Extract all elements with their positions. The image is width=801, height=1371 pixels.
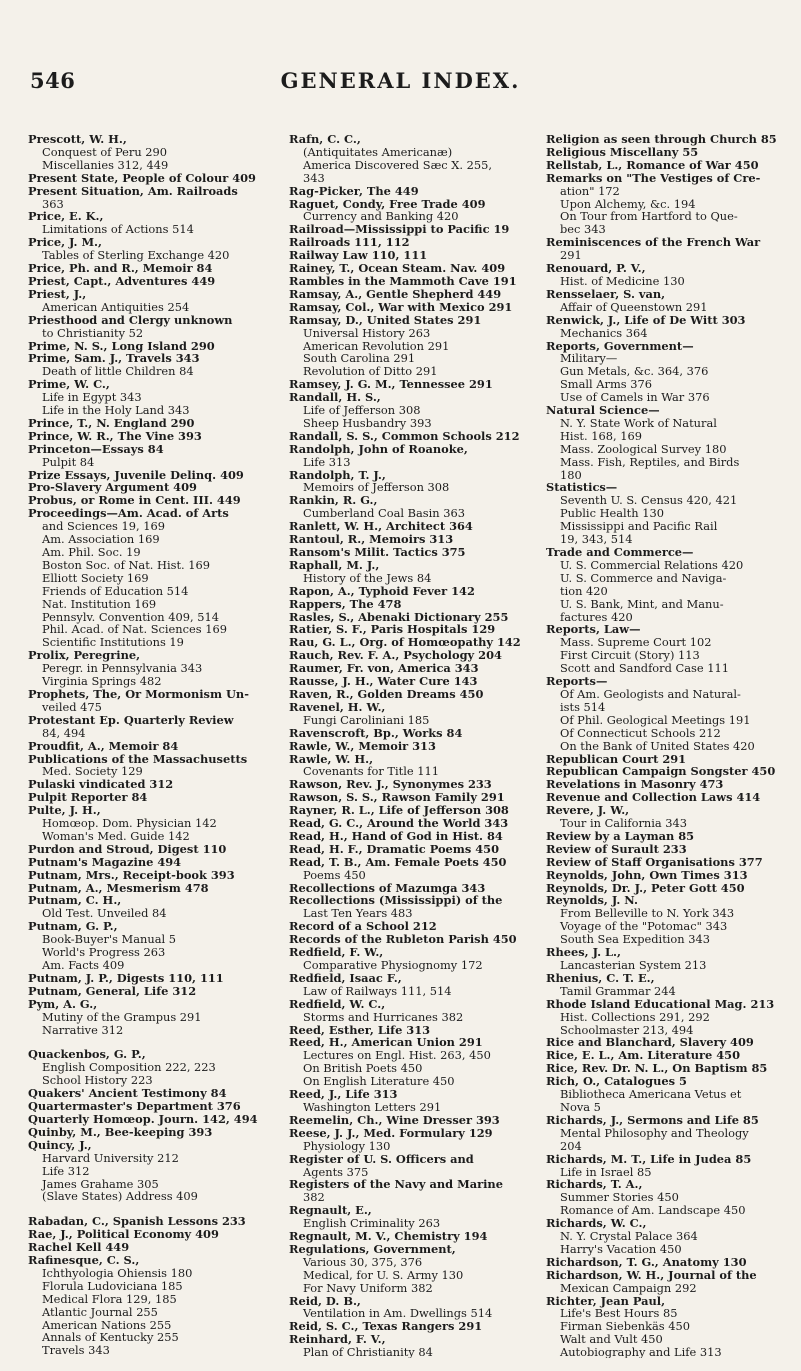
index-subentry: Travels 343	[42, 1343, 110, 1358]
index-entry: Randolph, T. J.,	[289, 467, 386, 482]
index-entry: Regnault, M. V., Chemistry 194	[289, 1229, 488, 1244]
index-subentry: Walt and Vult 450	[560, 1332, 663, 1347]
index-entry: Review by a Layman 85	[546, 828, 695, 843]
index-entry: Prescott, W. H.,	[28, 133, 127, 146]
index-subentry: Life in Egypt 343	[42, 390, 142, 405]
index-entry: Record of a School 212	[289, 919, 437, 934]
index-entry: Rhode Island Educational Mag. 213	[546, 996, 775, 1011]
index-entry: Putnam, A., Mesmerism 478	[28, 880, 209, 895]
index-entry: Rantoul, R., Memoirs 313	[289, 532, 454, 547]
index-entry: Rausse, J. H., Water Cure 143	[289, 674, 478, 689]
index-entry: Reed, H., American Union 291	[289, 1035, 483, 1050]
index-subentry: Hist. of Medicine 130	[560, 273, 685, 288]
index-entry: Revenue and Collection Laws 414	[546, 790, 761, 805]
index-entry: Randall, S. S., Common Schools 212	[289, 428, 520, 443]
index-entry: Putnam's Magazine 494	[28, 854, 182, 869]
index-subentry: Revolution of Ditto 291	[303, 364, 438, 379]
index-subentry: Peregr. in Pennsylvania 343	[42, 661, 203, 676]
index-entry: Proceedings—Am. Acad. of Arts	[28, 506, 229, 521]
index-subentry: Currency and Banking 420	[303, 209, 459, 224]
index-subentry: Autobiography and Life 313	[560, 1345, 722, 1358]
index-entry: Probus, or Rome in Cent. III. 449	[28, 493, 241, 508]
index-entry: Ransom's Milit. Tactics 375	[289, 545, 466, 559]
index-subentry: American Antiquities 254	[42, 299, 190, 314]
index-subentry: Sheep Husbandry 393	[303, 415, 432, 430]
index-entry: Rice, Rev. Dr. N. L., On Baptism 85	[546, 1061, 768, 1076]
index-subentry: Old Test. Unveiled 84	[42, 906, 167, 921]
index-subentry: On English Literature 450	[303, 1074, 455, 1089]
running-title: GENERAL INDEX.	[280, 68, 521, 93]
index-entry: Ravenscroft, Bp., Works 84	[289, 725, 463, 740]
index-entry: Rawle, W., Memoir 313	[289, 738, 436, 753]
index-entry: Quakers' Ancient Testimony 84	[28, 1086, 227, 1101]
index-subentry: 363	[42, 196, 64, 211]
index-subentry: Narrative 312	[42, 1022, 124, 1037]
index-subentry: Ventilation in Am. Dwellings 514	[303, 1306, 493, 1321]
index-subentry: James Grahame 305	[42, 1176, 159, 1191]
index-entry: Proudfit, A., Memoir 84	[28, 738, 179, 753]
index-subentry: Medical, for U. S. Army 130	[303, 1267, 464, 1282]
index-subentry: English Composition 222, 223	[42, 1060, 216, 1075]
index-entry: Redfield, Isaac F.,	[289, 970, 402, 985]
index-entry: Read, T. B., Am. Female Poets 450	[289, 854, 507, 869]
index-subentry: Woman's Med. Guide 142	[42, 828, 190, 843]
index-subentry: 180	[560, 467, 582, 482]
index-entry: Pulte, J. H.,	[28, 803, 101, 818]
index-entry: Read, H., Hand of God in Hist. 84	[289, 828, 503, 843]
index-entry: Rainey, T., Ocean Steam. Nav. 409	[289, 261, 506, 276]
index-subentry: Last Ten Years 483	[303, 906, 413, 921]
index-subentry: bec 343	[560, 222, 606, 237]
index-subentry: Small Arms 376	[560, 377, 652, 392]
index-subentry: Agents 375	[303, 1164, 369, 1179]
index-entry: Raguet, Condy, Free Trade 409	[289, 196, 486, 211]
index-column-3	[546, 133, 792, 1358]
index-entry: Pro-Slavery Argument 409	[28, 480, 197, 495]
index-subentry: Annals of Kentucky 255	[42, 1330, 179, 1345]
index-subentry: (Slave States) Address 409	[42, 1189, 198, 1204]
index-subentry: Hist. 168, 169	[560, 428, 642, 443]
index-subentry: Life in Israel 85	[560, 1164, 652, 1179]
index-entry: Rawson, Rev. J., Synonymes 233	[289, 777, 492, 792]
index-entry: Rellstab, L., Romance of War 450	[546, 157, 759, 172]
index-subentry: ists 514	[560, 699, 606, 714]
index-entry: Read, G. C., Around the World 343	[289, 816, 509, 831]
index-entry: Prince, W. R., The Vine 393	[28, 428, 202, 443]
index-subentry: Physiology 130	[303, 1138, 391, 1153]
index-subentry: History of the Jews 84	[303, 570, 432, 585]
index-subentry: to Christianity 52	[42, 325, 144, 340]
index-entry: Putnam, C. H.,	[28, 893, 122, 908]
index-subentry: Miscellanies 312, 449	[42, 157, 169, 172]
index-subentry: Various 30, 375, 376	[303, 1254, 423, 1269]
index-entry: Pulpit Reporter 84	[28, 790, 148, 805]
index-subentry: U. S. Commerce and Naviga-	[560, 570, 727, 585]
index-entry: Putnam, Mrs., Receipt-book 393	[28, 867, 235, 882]
index-entry: Prime, Sam. J., Travels 343	[28, 351, 200, 366]
index-entry: Ramsay, A., Gentle Shepherd 449	[289, 286, 502, 301]
index-subentry: Mass. Fish, Reptiles, and Birds	[560, 454, 740, 469]
index-entry: Price, Ph. and R., Memoir 84	[28, 261, 213, 276]
index-subentry: Book-Buyer's Manual 5	[42, 932, 176, 947]
index-subentry: Pennsylv. Convention 409, 514	[42, 609, 219, 624]
index-subentry: 382	[303, 1190, 325, 1205]
index-subentry: Military—	[560, 351, 618, 366]
index-entry: Ravenel, H. W.,	[289, 699, 386, 714]
index-subentry: Phil. Acad. of Nat. Sciences 169	[42, 622, 227, 637]
index-entry: Rae, J., Political Economy 409	[28, 1227, 219, 1242]
index-subentry: Summer Stories 450	[560, 1190, 679, 1205]
index-subentry: 84, 494	[42, 725, 86, 740]
index-subentry: and Sciences 19, 169	[42, 519, 166, 534]
index-entry: Recollections of Mazumga 343	[289, 880, 486, 895]
index-subentry: Limitations of Actions 514	[42, 222, 194, 237]
index-subentry: Plan of Christianity 84	[303, 1345, 433, 1358]
index-subentry: (Antiquitates Americanæ)	[303, 144, 453, 159]
index-entry: Republican Campaign Songster 450	[546, 764, 776, 779]
index-column-1	[28, 133, 274, 1358]
index-subentry: On British Poets 450	[303, 1061, 423, 1076]
index-entry: Quarterly Homœop. Journ. 142, 494	[28, 1111, 258, 1126]
index-entry: Reemelin, Ch., Wine Dresser 393	[289, 1112, 500, 1127]
index-entry: Ramsay, Col., War with Mexico 291	[289, 299, 513, 314]
index-entry: Rabadan, C., Spanish Lessons 233	[28, 1214, 246, 1229]
index-subentry: School History 223	[42, 1073, 153, 1088]
index-entry: Rawle, W. H.,	[289, 751, 374, 766]
index-subentry: Florula Ludoviciana 185	[42, 1278, 183, 1293]
index-subentry: Life in the Holy Land 343	[42, 403, 190, 418]
index-entry: Prime, W. C.,	[28, 377, 110, 392]
index-subentry: Of Connecticut Schools 212	[560, 725, 721, 740]
index-subentry: Ichthyologia Ohiensis 180	[42, 1265, 193, 1280]
index-subentry: N. Y. Crystal Palace 364	[560, 1229, 698, 1244]
index-entry: Regnault, E.,	[289, 1203, 372, 1218]
index-subentry: American Nations 255	[42, 1317, 172, 1332]
index-subentry: Scientific Institutions 19	[42, 635, 184, 650]
index-entry: Rapon, A., Typhoid Fever 142	[289, 583, 475, 598]
index-entry: Prince, T., N. England 290	[28, 415, 195, 430]
index-entry: Railway Law 110, 111	[289, 248, 428, 263]
index-subentry: Harvard University 212	[42, 1150, 179, 1165]
index-subentry: Comparative Physiognomy 172	[303, 958, 483, 972]
index-subentry: 19, 343, 514	[560, 532, 633, 547]
index-entry: Religious Miscellany 55	[546, 144, 699, 159]
index-subentry: Gun Metals, &c. 364, 376	[560, 364, 709, 379]
index-entry: Revere, J. W.,	[546, 803, 630, 818]
index-subentry: Elliott Society 169	[42, 570, 149, 585]
index-entry: Ranlett, W. H., Architect 364	[289, 519, 473, 534]
index-entry: Renwick, J., Life of De Witt 303	[546, 312, 746, 327]
index-subentry: Scott and Sandford Case 111	[560, 661, 729, 676]
index-entry: Putnam, G. P.,	[28, 919, 118, 934]
index-entry: Pym, A. G.,	[28, 996, 98, 1011]
index-subentry: Hist. Collections 291, 292	[560, 1009, 710, 1024]
index-subentry: tion 420	[560, 583, 608, 598]
index-entry: Rappers, The 478	[289, 596, 402, 611]
index-subentry: Mass. Zoological Survey 180	[560, 441, 727, 456]
index-subentry: Universal History 263	[303, 325, 431, 340]
index-entry: Rice, E. L., Am. Literature 450	[546, 1048, 741, 1063]
index-entry: Richardson, W. H., Journal of the	[546, 1267, 757, 1282]
index-entry: Prize Essays, Juvenile Delinq. 409	[28, 467, 244, 482]
index-entry: Quinby, M., Bee-keeping 393	[28, 1124, 213, 1139]
index-entry: Raven, R., Golden Dreams 450	[289, 686, 484, 701]
index-entry: Reed, J., Life 313	[289, 1087, 398, 1102]
index-entry: Rhenius, C. T. E.,	[546, 970, 655, 985]
index-subentry: Conquest of Peru 290	[42, 144, 168, 159]
index-subentry: Mass. Supreme Court 102	[560, 635, 712, 650]
index-subentry: U. S. Bank, Mint, and Manu-	[560, 596, 724, 611]
index-entry: Rau, G. L., Org. of Homœopathy 142	[289, 635, 521, 650]
index-entry: Richardson, T. G., Anatomy 130	[546, 1254, 747, 1269]
index-entry: Railroad—Mississippi to Pacific 19	[289, 222, 510, 237]
index-entry: Richter, Jean Paul,	[546, 1293, 666, 1308]
index-subentry: Mississippi and Pacific Rail	[560, 519, 718, 534]
index-subentry: Harry's Vacation 450	[560, 1241, 682, 1256]
index-entry: Rauch, Rev. F. A., Psychology 204	[289, 648, 502, 663]
index-entry: Reminiscences of the French War	[546, 235, 761, 250]
index-entry: Present State, People of Colour 409	[28, 170, 256, 185]
index-entry: Rafn, C. C.,	[289, 133, 361, 146]
index-subentry: South Carolina 291	[303, 351, 416, 366]
index-entry: Rayner, R. L., Life of Jefferson 308	[289, 803, 509, 818]
index-entry: Registers of the Navy and Marine	[289, 1177, 503, 1192]
index-entry: Rambles in the Mammoth Cave 191	[289, 273, 517, 288]
index-entry: Read, H. F., Dramatic Poems 450	[289, 841, 500, 856]
index-subentry: Atlantic Journal 255	[42, 1304, 158, 1319]
index-subentry: On Tour from Hartford to Que-	[560, 209, 738, 224]
index-entry: Republican Court 291	[546, 751, 687, 766]
index-subentry: Affair of Queenstown 291	[560, 299, 708, 314]
index-entry: Records of the Rubleton Parish 450	[289, 932, 517, 947]
index-entry: Renouard, P. V.,	[546, 261, 646, 276]
index-subentry: Romance of Am. Landscape 450	[560, 1203, 746, 1218]
index-entry: Redfield, W. C.,	[289, 996, 386, 1011]
index-entry: Quartermaster's Department 376	[28, 1099, 241, 1114]
index-subentry: On the Bank of United States 420	[560, 738, 755, 753]
index-subentry: America Discovered Sæc X. 255,	[303, 157, 493, 172]
index-subentry: Homœop. Dom. Physician 142	[42, 816, 217, 831]
index-entry: Reynolds, John, Own Times 313	[546, 867, 748, 882]
index-entry: Quackenbos, G. P.,	[28, 1047, 146, 1062]
index-entry: Railroads 111, 112	[289, 235, 410, 250]
index-subentry: From Belleville to N. York 343	[560, 906, 735, 921]
index-subentry: Am. Phil. Soc. 19	[42, 545, 141, 559]
index-subentry: Mechanics 364	[560, 325, 648, 340]
index-entry: Reid, D. B.,	[289, 1293, 361, 1308]
index-subentry: Law of Railways 111, 514	[303, 983, 452, 998]
index-entry: Rich, O., Catalogues 5	[546, 1074, 687, 1089]
index-entry: Register of U. S. Officers and	[289, 1151, 474, 1166]
index-entry: Prime, N. S., Long Island 290	[28, 338, 215, 353]
index-subentry: Friends of Education 514	[42, 583, 189, 598]
index-subentry: N. Y. State Work of Natural	[560, 415, 717, 430]
index-subentry: Firman Siebenkäs 450	[560, 1319, 690, 1334]
index-subentry: Voyage of the "Potomac" 343	[560, 919, 728, 934]
index-subentry: Nat. Institution 169	[42, 596, 157, 611]
index-entry: Reports, Government—	[546, 338, 694, 353]
index-entry: Review of Surault 233	[546, 841, 687, 856]
index-entry: Rensselaer, S. van,	[546, 286, 666, 301]
index-subentry: South Sea Expedition 343	[560, 932, 710, 947]
index-subentry: Tables of Sterling Exchange 420	[42, 248, 230, 263]
index-subentry: Storms and Hurricanes 382	[303, 1009, 464, 1024]
index-subentry: Death of little Children 84	[42, 364, 194, 379]
index-subentry: Of Am. Geologists and Natural-	[560, 686, 741, 701]
index-entry: Ramsey, J. G. M., Tennessee 291	[289, 377, 493, 392]
index-subentry: For Navy Uniform 382	[303, 1280, 433, 1295]
index-entry: Natural Science—	[546, 403, 660, 418]
index-entry: Raumer, Fr. von, America 343	[289, 661, 479, 676]
index-subentry: Medical Flora 129, 185	[42, 1291, 177, 1306]
index-subentry: Upon Alchemy, &c. 194	[560, 196, 696, 211]
index-subentry: Am. Facts 409	[42, 958, 125, 972]
index-column-2	[289, 133, 535, 1358]
index-entry: Recollections (Mississippi) of the	[289, 893, 503, 908]
index-subentry: Pulpit 84	[42, 454, 95, 469]
index-entry: Publications of the Massachusetts	[28, 751, 248, 766]
index-entry: Reports—	[546, 674, 608, 689]
index-entry: Purdon and Stroud, Digest 110	[28, 841, 227, 856]
index-subentry: Poems 450	[303, 867, 366, 882]
index-subentry: Cumberland Coal Basin 363	[303, 506, 465, 521]
index-entry: Priest, J.,	[28, 286, 87, 301]
index-entry: Rachel Kell 449	[28, 1240, 130, 1255]
index-entry: Raphall, M. J.,	[289, 557, 380, 572]
index-entry: Redfield, F. W.,	[289, 945, 384, 960]
index-entry: Putnam, General, Life 312	[28, 983, 197, 998]
index-subentry: Washington Letters 291	[303, 1099, 442, 1114]
index-entry: Prophets, The, Or Mormonism Un-	[28, 686, 249, 701]
index-subentry: Mutiny of the Grampus 291	[42, 1009, 202, 1024]
index-entry: Ramsay, D., United States 291	[289, 312, 482, 327]
index-entry: Rawson, S. S., Rawson Family 291	[289, 790, 505, 805]
index-subentry: 291	[560, 248, 582, 263]
index-subentry: Life's Best Hours 85	[560, 1306, 678, 1321]
index-entry: Reed, Esther, Life 313	[289, 1022, 431, 1037]
index-entry: Reid, S. C., Texas Rangers 291	[289, 1319, 483, 1334]
index-entry: Review of Staff Organisations 377	[546, 854, 763, 869]
index-subentry: American Revolution 291	[303, 338, 450, 353]
index-subentry: First Circuit (Story) 113	[560, 648, 700, 663]
index-entry: Present Situation, Am. Railroads	[28, 183, 238, 198]
index-subentry: Tamil Grammar 244	[560, 983, 676, 998]
index-entry: Richards, W. C.,	[546, 1216, 647, 1231]
index-entry: Reese, J. J., Med. Formulary 129	[289, 1125, 493, 1140]
index-entry: Protestant Ep. Quarterly Review	[28, 712, 234, 727]
index-subentry: Of Phil. Geological Meetings 191	[560, 712, 751, 727]
index-entry: Reinhard, F. V.,	[289, 1332, 386, 1347]
index-subentry: Covenants for Title 111	[303, 764, 439, 779]
index-subentry: Am. Association 169	[42, 532, 160, 547]
index-subentry: factures 420	[560, 609, 633, 624]
index-entry: Richards, J., Sermons and Life 85	[546, 1112, 759, 1127]
index-entry: Putnam, J. P., Digests 110, 111	[28, 970, 224, 985]
index-entry: Priest, Capt., Adventures 449	[28, 273, 216, 288]
index-subentry: Nova 5	[560, 1099, 601, 1114]
index-subentry: Virginia Springs 482	[42, 674, 162, 689]
index-subentry: Life of Jefferson 308	[303, 403, 421, 418]
index-subentry: Boston Soc. of Nat. Hist. 169	[42, 557, 211, 572]
index-entry: Revelations in Masonry 473	[546, 777, 724, 792]
index-subentry: Seventh U. S. Census 420, 421	[560, 493, 738, 508]
index-entry: Prolix, Peregrine,	[28, 648, 141, 663]
index-subentry: Life 312	[42, 1163, 90, 1178]
index-entry: Price, J. M.,	[28, 235, 102, 250]
index-entry: Price, E. K.,	[28, 209, 104, 224]
index-subentry: Life 313	[303, 454, 351, 469]
index-subentry: Schoolmaster 213, 494	[560, 1022, 694, 1037]
index-subentry: Lectures on Engl. Hist. 263, 450	[303, 1048, 491, 1063]
page-header	[0, 68, 801, 102]
index-entry: Reports, Law—	[546, 622, 641, 637]
index-entry: Rankin, R. G.,	[289, 493, 378, 508]
index-entry: Religion as seen through Church 85	[546, 133, 777, 146]
index-subentry: Public Health 130	[560, 506, 664, 521]
index-entry: Rafinesque, C. S.,	[28, 1253, 140, 1268]
index-entry: Rice and Blanchard, Slavery 409	[546, 1035, 754, 1050]
index-entry: Statistics—	[546, 480, 618, 495]
index-entry: Reynolds, J. N.	[546, 893, 638, 908]
index-subentry: English Criminality 263	[303, 1216, 441, 1231]
index-subentry: ation" 172	[560, 183, 620, 198]
index-subentry: 204	[560, 1138, 582, 1153]
index-entry: Trade and Commerce—	[546, 545, 694, 559]
index-subentry: World's Progress 263	[42, 945, 166, 960]
index-entry: Rhees, J. L.,	[546, 945, 621, 960]
index-entry: Remarks on "The Vestiges of Cre-	[546, 170, 761, 185]
index-subentry: Fungi Caroliniani 185	[303, 712, 430, 727]
index-subentry: Use of Camels in War 376	[560, 390, 710, 405]
page-number: 546	[30, 68, 76, 93]
index-entry: Pulaski vindicated 312	[28, 777, 174, 792]
index-subentry: Memoirs of Jefferson 308	[303, 480, 450, 495]
index-subentry: 343	[303, 170, 325, 185]
index-entry: Quincy, J.,	[28, 1137, 92, 1152]
index-entry: Princeton—Essays 84	[28, 441, 164, 456]
index-entry: Priesthood and Clergy unknown	[28, 312, 233, 327]
index-entry: Reynolds, Dr. J., Peter Gott 450	[546, 880, 745, 895]
index-subentry: U. S. Commercial Relations 420	[560, 557, 744, 572]
index-subentry: Mexican Campaign 292	[560, 1280, 697, 1295]
index-entry: Rasles, S., Abenaki Dictionary 255	[289, 609, 509, 624]
index-entry: Rag-Picker, The 449	[289, 183, 419, 198]
index-subentry: Tour in California 343	[560, 816, 688, 831]
index-subentry: Lancasterian System 213	[560, 958, 707, 972]
index-subentry: Mental Philosophy and Theology	[560, 1125, 749, 1140]
index-subentry: veiled 475	[42, 699, 102, 714]
index-entry: Randall, H. S.,	[289, 390, 381, 405]
index-entry: Regulations, Government,	[289, 1241, 456, 1256]
index-entry: Richards, M. T., Life in Judea 85	[546, 1151, 752, 1166]
index-subentry: Bibliotheca Americana Vetus et	[560, 1087, 742, 1102]
index-entry: Ratier, S. F., Paris Hospitals 129	[289, 622, 496, 637]
index-entry: Randolph, John of Roanoke,	[289, 441, 468, 456]
index-columns	[28, 133, 794, 1358]
index-entry: Richards, T. A.,	[546, 1177, 643, 1192]
index-subentry: Med. Society 129	[42, 764, 143, 779]
